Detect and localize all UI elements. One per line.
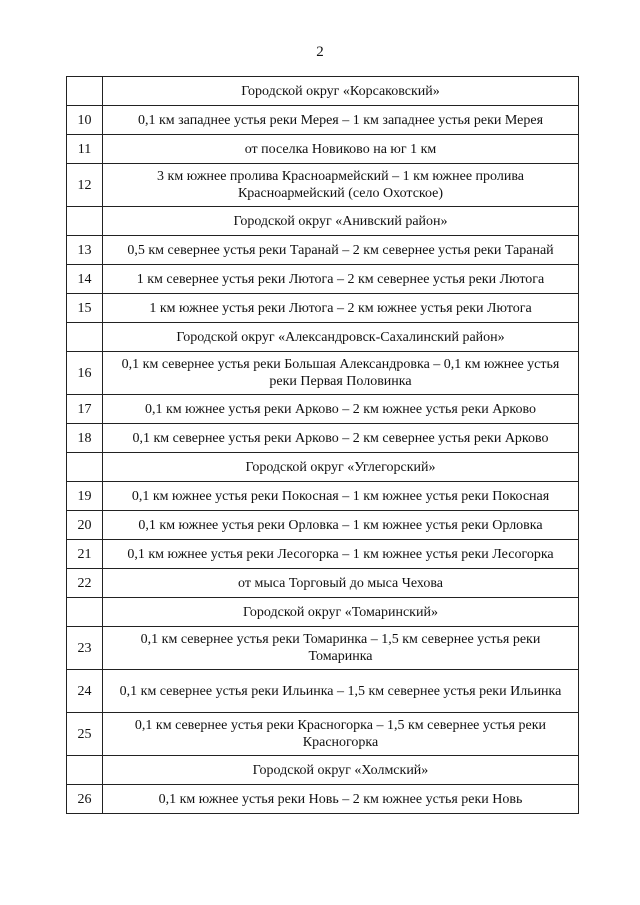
row-number: 11 (67, 135, 103, 164)
row-number-cell (67, 598, 103, 627)
group-row (67, 756, 579, 785)
row-number: 12 (67, 164, 103, 207)
group-row (67, 598, 579, 627)
row-number: 23 (67, 627, 103, 670)
district-heading: Городской округ «Анивский район» (103, 207, 579, 236)
table-row (67, 164, 579, 207)
row-number: 19 (67, 482, 103, 511)
row-number: 14 (67, 265, 103, 294)
row-description: 0,1 км южнее устья реки Арково – 2 км южнее устья реки Арково (103, 395, 579, 424)
row-number: 20 (67, 511, 103, 540)
row-description: от поселка Новиково на юг 1 км (103, 135, 579, 164)
row-number: 16 (67, 352, 103, 395)
table-row (67, 135, 579, 164)
row-number-cell (67, 756, 103, 785)
row-number-cell (67, 323, 103, 352)
table-row (67, 713, 579, 756)
row-number: 26 (67, 785, 103, 814)
table-row (67, 785, 579, 814)
table-row (67, 540, 579, 569)
row-description: 0,1 км севернее устья реки Томаринка – 1,5 км севернее устья реки Томаринка (103, 627, 579, 670)
row-description: 1 км севернее устья реки Лютога – 2 км севернее устья реки Лютога (103, 265, 579, 294)
row-number: 25 (67, 713, 103, 756)
row-description: 0,1 км западнее устья реки Мерея – 1 км западнее устья реки Мерея (103, 106, 579, 135)
districts-table (66, 76, 579, 814)
table-row (67, 627, 579, 670)
row-description: 0,1 км южнее устья реки Новь – 2 км южнее устья реки Новь (103, 785, 579, 814)
row-number: 15 (67, 294, 103, 323)
table-row (67, 670, 579, 713)
row-description: 0,5 км севернее устья реки Таранай – 2 км севернее устья реки Таранай (103, 236, 579, 265)
group-row (67, 323, 579, 352)
group-row (67, 207, 579, 236)
table-row (67, 265, 579, 294)
table-row (67, 294, 579, 323)
district-heading: Городской округ «Александровск-Сахалинский район» (103, 323, 579, 352)
row-description: 0,1 км севернее устья реки Большая Александровка – 0,1 км южнее устья реки Первая Половинка (103, 352, 579, 395)
row-description: 0,1 км южнее устья реки Орловка – 1 км южнее устья реки Орловка (103, 511, 579, 540)
table-row (67, 482, 579, 511)
row-description: 0,1 км южнее устья реки Покосная – 1 км южнее устья реки Покосная (103, 482, 579, 511)
row-number-cell (67, 453, 103, 482)
district-heading: Городской округ «Томаринский» (103, 598, 579, 627)
district-heading: Городской округ «Углегорский» (103, 453, 579, 482)
row-number: 13 (67, 236, 103, 265)
row-description: 0,1 км южнее устья реки Лесогорка – 1 км южнее устья реки Лесогорка (103, 540, 579, 569)
table-row (67, 106, 579, 135)
row-number: 21 (67, 540, 103, 569)
row-number: 10 (67, 106, 103, 135)
row-number: 24 (67, 670, 103, 713)
row-description: от мыса Торговый до мыса Чехова (103, 569, 579, 598)
table-row (67, 511, 579, 540)
row-description: 0,1 км севернее устья реки Ильинка – 1,5 км севернее устья реки Ильинка (103, 670, 579, 713)
row-number: 18 (67, 424, 103, 453)
row-description: 0,1 км севернее устья реки Арково – 2 км севернее устья реки Арково (103, 424, 579, 453)
district-heading: Городской округ «Холмский» (103, 756, 579, 785)
row-description: 0,1 км севернее устья реки Красногорка – 1,5 км севернее устья реки Красногорка (103, 713, 579, 756)
district-heading: Городской округ «Корсаковский» (103, 77, 579, 106)
table-row (67, 395, 579, 424)
table-row (67, 424, 579, 453)
row-number-cell (67, 77, 103, 106)
row-number: 22 (67, 569, 103, 598)
row-number-cell (67, 207, 103, 236)
table-row (67, 352, 579, 395)
table-row (67, 236, 579, 265)
page-number: 2 (316, 44, 324, 60)
row-description: 3 км южнее пролива Красноармейский – 1 км южнее пролива Красноармейский (село Охотское) (103, 164, 579, 207)
row-number: 17 (67, 395, 103, 424)
row-description: 1 км южнее устья реки Лютога – 2 км южнее устья реки Лютога (103, 294, 579, 323)
group-row (67, 77, 579, 106)
group-row (67, 453, 579, 482)
table-row (67, 569, 579, 598)
